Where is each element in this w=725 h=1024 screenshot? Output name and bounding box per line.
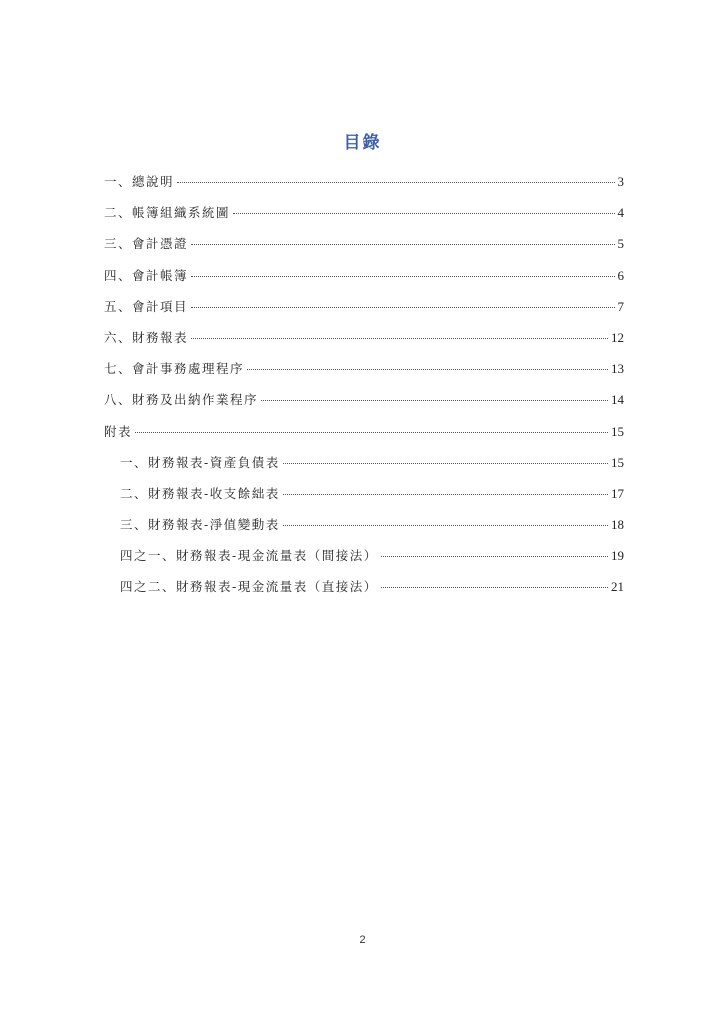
toc-entry-label: 七、會計事務處理程序 [104,361,245,377]
toc-entry-page: 21 [611,579,624,595]
toc-entry[interactable] [104,266,624,297]
toc-entry-page: 13 [611,361,624,377]
toc-entry-label: 五、會計項目 [104,298,189,314]
dot-leader [191,338,608,339]
toc-entry[interactable] [104,359,624,390]
toc-entry[interactable] [104,328,624,359]
dot-leader [191,244,614,245]
dot-leader [381,556,608,557]
toc-entry-page: 17 [611,485,624,501]
toc-subentry[interactable] [104,484,624,515]
toc-entry-page: 6 [617,267,624,283]
dot-leader [233,213,614,214]
dot-leader [283,463,608,464]
toc-entry-label: 六、財務報表 [104,329,189,345]
dot-leader [283,525,608,526]
toc-entry-label: 一、總說明 [104,174,175,189]
toc-entry-page: 19 [611,548,624,564]
toc-entry-page: 14 [611,392,624,408]
table-of-contents [104,172,624,609]
toc-entry-page: 5 [617,236,624,252]
toc-entry[interactable] [104,422,624,453]
dot-leader [135,432,608,433]
toc-subentry[interactable] [104,515,624,546]
toc-entry[interactable] [104,390,624,421]
toc-entry-label: 二、財務報表-收支餘絀表 [120,485,280,501]
toc-entry-label: 三、財務報表-淨值變動表 [120,517,280,533]
toc-entry-page: 7 [617,298,624,314]
dot-leader [177,182,614,183]
toc-entry[interactable] [104,172,624,203]
dot-leader [283,494,608,495]
toc-entry[interactable] [104,297,624,328]
dot-leader [191,276,614,277]
toc-entry-page: 4 [617,205,624,221]
toc-entry-page: 3 [617,174,624,189]
toc-entry-label: 四、會計帳簿 [104,267,189,283]
toc-entry-label: 八、財務及出納作業程序 [104,392,259,408]
toc-subentry[interactable] [104,546,624,577]
toc-entry-label: 四之二、財務報表-現金流量表（直接法） [120,579,378,595]
toc-entry-label: 一、財務報表-資產負債表 [120,454,280,470]
page-number: 2 [359,934,366,946]
toc-subentry[interactable] [104,453,624,484]
toc-entry-label: 三、會計憑證 [104,236,189,252]
toc-entry-label: 四之一、財務報表-現金流量表（間接法） [120,548,378,564]
dot-leader [381,587,608,588]
toc-entry-page: 15 [611,454,624,470]
toc-entry[interactable] [104,203,624,234]
toc-entry-label: 二、帳簿組織系統圖 [104,205,231,221]
toc-subentry[interactable] [104,577,624,608]
toc-entry-page: 18 [611,517,624,533]
dot-leader [261,400,608,401]
toc-entry[interactable] [104,234,624,265]
toc-title: 目錄 [343,133,382,153]
toc-entry-page: 12 [611,329,624,345]
dot-leader [247,369,608,370]
dot-leader [191,307,614,308]
toc-entry-label: 附表 [104,423,133,439]
toc-entry-page: 15 [611,423,624,439]
